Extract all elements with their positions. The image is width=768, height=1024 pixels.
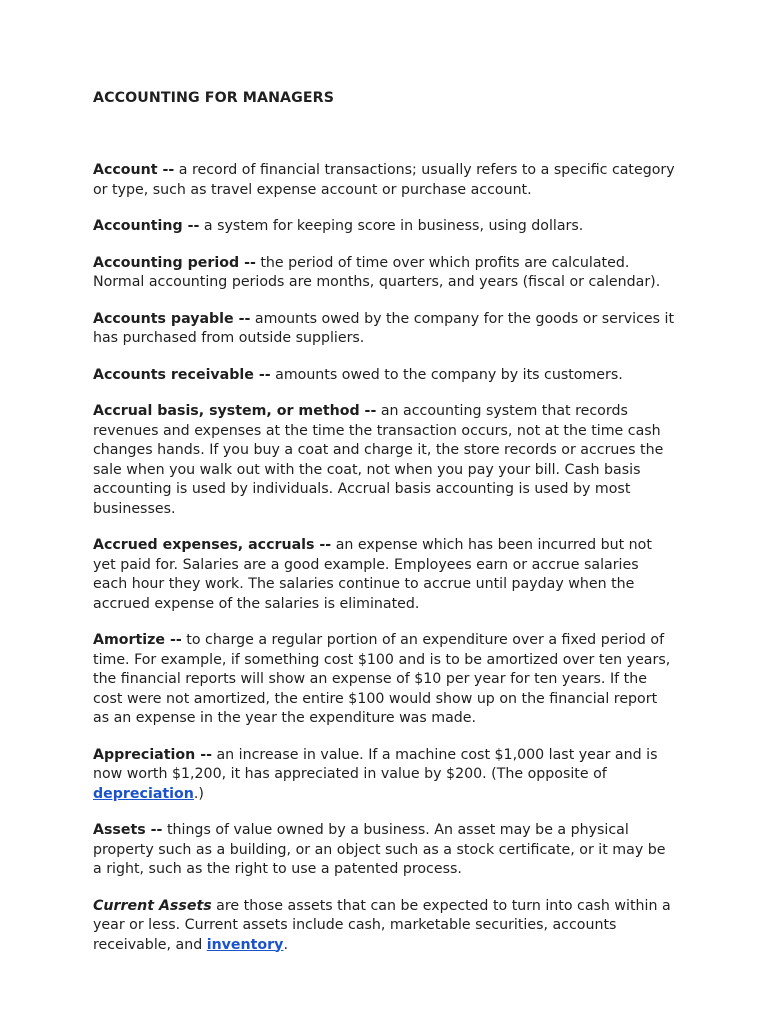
glossary-entry-assets — [93, 821, 675, 880]
glossary-definition: a system for keeping score in business, using dollars. — [199, 218, 584, 234]
glossary-term: Assets -- — [93, 822, 163, 838]
document-title: ACCOUNTING FOR MANAGERS — [93, 90, 335, 106]
glossary-entry-accounts-receivable — [93, 366, 675, 386]
glossary-definition: the period of time over which profits are calculated. Normal accounting periods are months, quarters, and years (fiscal or calendar). — [93, 254, 661, 290]
glossary-entry-accounting — [93, 217, 675, 237]
glossary-definition: a record of financial transactions; usually refers to a specific category or type, such as travel expense account or purchase account. — [93, 162, 675, 198]
glossary-term: Accounts payable -- — [93, 310, 251, 327]
glossary-entry-accrued-expenses — [93, 536, 675, 614]
depreciation-link[interactable]: depreciation — [93, 785, 194, 802]
glossary-definition: an increase in value. If a machine cost $1,000 last year and is now worth $1,200, it has appreciated in value by $200. (The opposite of — [93, 746, 658, 782]
glossary-term: Appreciation -- — [93, 746, 212, 763]
glossary-definition: an accounting system that records revenues and expenses at the time the transaction occurs, not at the time cash changes hands. If you buy a coat and charge it, the store records or accrues the sale when you walk out with the coat, not when you pay your bill. Cash basis accounting is used by individuals. Accrual basis accounting is used by most businesses. — [93, 403, 664, 517]
glossary-term: Amortize -- — [93, 632, 182, 648]
glossary-definition-end: . — [283, 936, 288, 953]
glossary-entry-accrual-basis — [93, 402, 675, 519]
glossary-term: Accounting period -- — [93, 254, 256, 271]
glossary-entry-accounts-payable — [93, 310, 675, 349]
glossary-definition: are those assets that can be expected to turn into cash within a year or less. Current assets include cash, marketable securities, accounts receivable, and — [93, 897, 671, 953]
inventory-link[interactable]: inventory — [206, 936, 284, 953]
glossary-term: Account -- — [93, 162, 175, 178]
glossary-term: Accounts receivable -- — [93, 366, 271, 383]
glossary-definition: an expense which has been incurred but not yet paid for. Salaries are a good example. Employees earn or accrue salaries each hour they work. The salaries continue to accrue until payday when the accrued expense of the salaries is eliminated. — [93, 537, 652, 612]
glossary-definition: to charge a regular portion of an expenditure over a fixed period of time. For example, if something cost $100 and is to be amortized over ten years, the financial reports will show an expense of $10 per year for ten years. If the cost were not amortized, the entire $100 would show up on the financial report as an expense in the year the expenditure was made. — [93, 632, 671, 726]
glossary-term: Accounting -- — [93, 218, 200, 234]
glossary-definition-end: .) — [193, 785, 204, 802]
glossary-term: Accrual basis, system, or method -- — [93, 403, 377, 419]
glossary-term: Current Assets — [93, 897, 212, 914]
glossary-term: Accrued expenses, accruals -- — [93, 537, 332, 553]
glossary-entry-current-assets — [93, 897, 675, 956]
glossary-entry-accounting-period — [93, 254, 675, 293]
glossary-definition: amounts owed by the company for the goods or services it has purchased from outside suppliers. — [93, 310, 675, 346]
glossary-entry-appreciation — [93, 746, 675, 805]
glossary-entry-account — [93, 161, 675, 200]
glossary-definition: amounts owed to the company by its customers. — [270, 366, 623, 383]
glossary-entry-amortize — [93, 631, 675, 729]
glossary-definition: things of value owned by a business. An asset may be a physical property such as a building, or an object such as a stock certificate, or it may be a right, such as the right to use a patented process. — [93, 822, 666, 877]
document-page — [93, 88, 675, 972]
